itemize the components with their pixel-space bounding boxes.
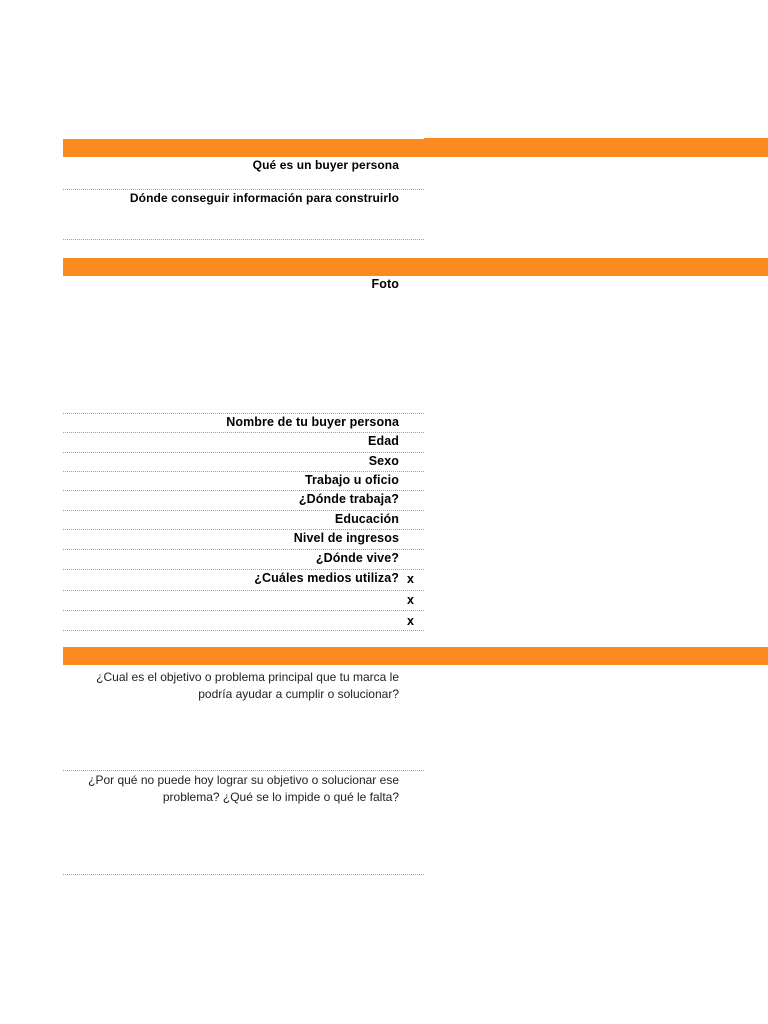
section-header-bar (63, 647, 768, 665)
row-divider (63, 549, 424, 550)
label-job: Trabajo u oficio (305, 473, 399, 487)
row-divider (63, 770, 424, 771)
row-divider (63, 569, 424, 570)
label-where-get-info: Dónde conseguir información para construirlo (129, 191, 399, 205)
row-divider (63, 529, 424, 530)
media-mark: x (407, 593, 414, 607)
media-mark: x (407, 572, 414, 586)
label-what-is-buyer-persona: Qué es un buyer persona (252, 158, 399, 172)
label-workplace: ¿Dónde trabaja? (298, 492, 399, 506)
row-divider (63, 630, 424, 631)
row-divider (63, 189, 424, 190)
media-mark: x (407, 614, 414, 628)
row-divider (63, 490, 424, 491)
row-divider (63, 610, 424, 611)
row-divider (63, 874, 424, 875)
label-sex: Sexo (368, 454, 399, 468)
label-income-level: Nivel de ingresos (293, 531, 399, 545)
row-divider (63, 590, 424, 591)
row-divider (63, 432, 424, 433)
row-divider (63, 239, 424, 240)
section-header-bar (63, 139, 768, 157)
label-education: Educación (334, 512, 399, 526)
row-divider (63, 452, 424, 453)
label-residence: ¿Dónde vive? (315, 551, 399, 565)
label-age: Edad (368, 434, 399, 448)
question-main-goal: ¿Cual es el objetivo o problema principal que tu marca le podría ayudar a cumplir o solucionar? (96, 670, 399, 701)
row-divider (63, 471, 424, 472)
label-photo: Foto (371, 277, 399, 291)
label-persona-name: Nombre de tu buyer persona (226, 415, 399, 429)
section-header-bar (63, 258, 768, 276)
row-divider (63, 413, 424, 414)
label-media-used: ¿Cuáles medios utiliza? (254, 571, 399, 585)
row-divider (63, 510, 424, 511)
question-obstacles: ¿Por qué no puede hoy lograr su objetivo o solucionar ese problema? ¿Qué se lo impide o qué le falta? (88, 773, 399, 804)
